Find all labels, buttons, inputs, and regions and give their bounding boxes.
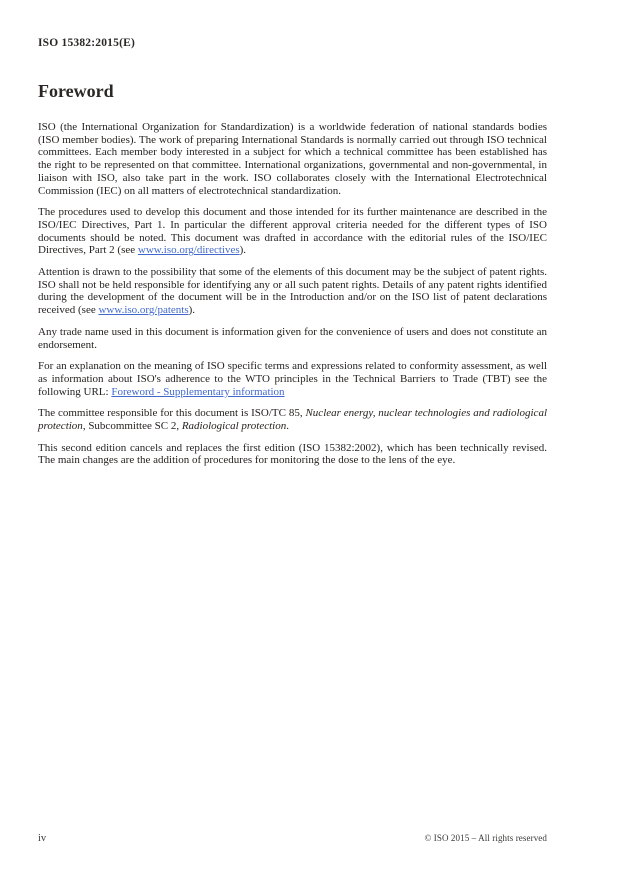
doc-reference: ISO 15382:2015(E) [38,37,136,49]
paragraph-1 [38,121,547,197]
text-run: For an explanation on the meaning of ISO specific terms and expressions related to conformity assessment, as well as information about ISO's adherence to the WTO principles in the Technical Barriers to Trade (TBT) see the following URL: [38,360,547,398]
text-run: . [286,420,289,433]
page-number: iv [38,833,47,844]
text-run: The procedures used to develop this document and those intended for its further maintenance are described in the ISO/IEC Directives, Part 1. In particular the different approval criteria needed for the different types of ISO documents should be noted. This document was drafted in accordance with the editorial rules of the ISO/IEC Directives, Part 2 (see [38,206,547,257]
text-run: ). [188,304,196,317]
text-run: Attention is drawn to the possibility that some of the elements of this document may be the subject of patent rights. ISO shall not be held responsible for identifying any or all such patent rights. Details of any patent rights identified during the development of the document will be in the Introduction and/or on the ISO list of patent declarations received (see [38,266,547,317]
foreword-paragraphs [38,121,547,476]
italic-text: Nuclear energy, nuclear technologies and radiological protection [38,407,547,433]
paragraph-2 [38,206,547,257]
text-run: Any trade name used in this document is information given for the convenience of users and does not constitute an endorsement. [38,325,547,351]
text-run: , Subcommittee SC 2, [82,420,182,433]
paragraph-3 [38,266,547,317]
link-iso-patents[interactable]: www.iso.org/patents [98,304,189,317]
copyright-notice: © ISO 2015 – All rights reserved [424,833,547,843]
paragraph-7 [38,442,547,467]
text-run: The committee responsible for this document is ISO/TC 85, [38,407,306,420]
italic-text: Radiological protection [181,420,287,433]
paragraph-5 [38,360,547,398]
link-foreword-supplementary-information[interactable]: Foreword - Supplementary information [111,385,285,398]
foreword-heading: Foreword [38,81,114,101]
paragraph-6 [38,407,547,432]
text-run: ). [239,244,247,257]
text-run: This second edition cancels and replaces the first edition (ISO 15382:2002), which has been technically revised. The main changes are the addition of procedures for monitoring the dose to the lens of the eye. [38,441,547,467]
text-run: ISO (the International Organization for Standardization) is a worldwide federation of national standards bodies (ISO member bodies). The work of preparing International Standards is normally carried out through ISO technical committees. Each member body interested in a subject for which a technical committee has been established has the right to be represented on that committee. International organizations, governmental and non-governmental, in liaison with ISO, also take part in the work. ISO collaborates closely with the International Electrotechnical Commission (IEC) on all matters of electrotechnical standardization. [38,121,547,197]
paragraph-4 [38,326,547,351]
link-iso-directives[interactable]: www.iso.org/directives [137,244,240,257]
page-footer [38,833,547,844]
